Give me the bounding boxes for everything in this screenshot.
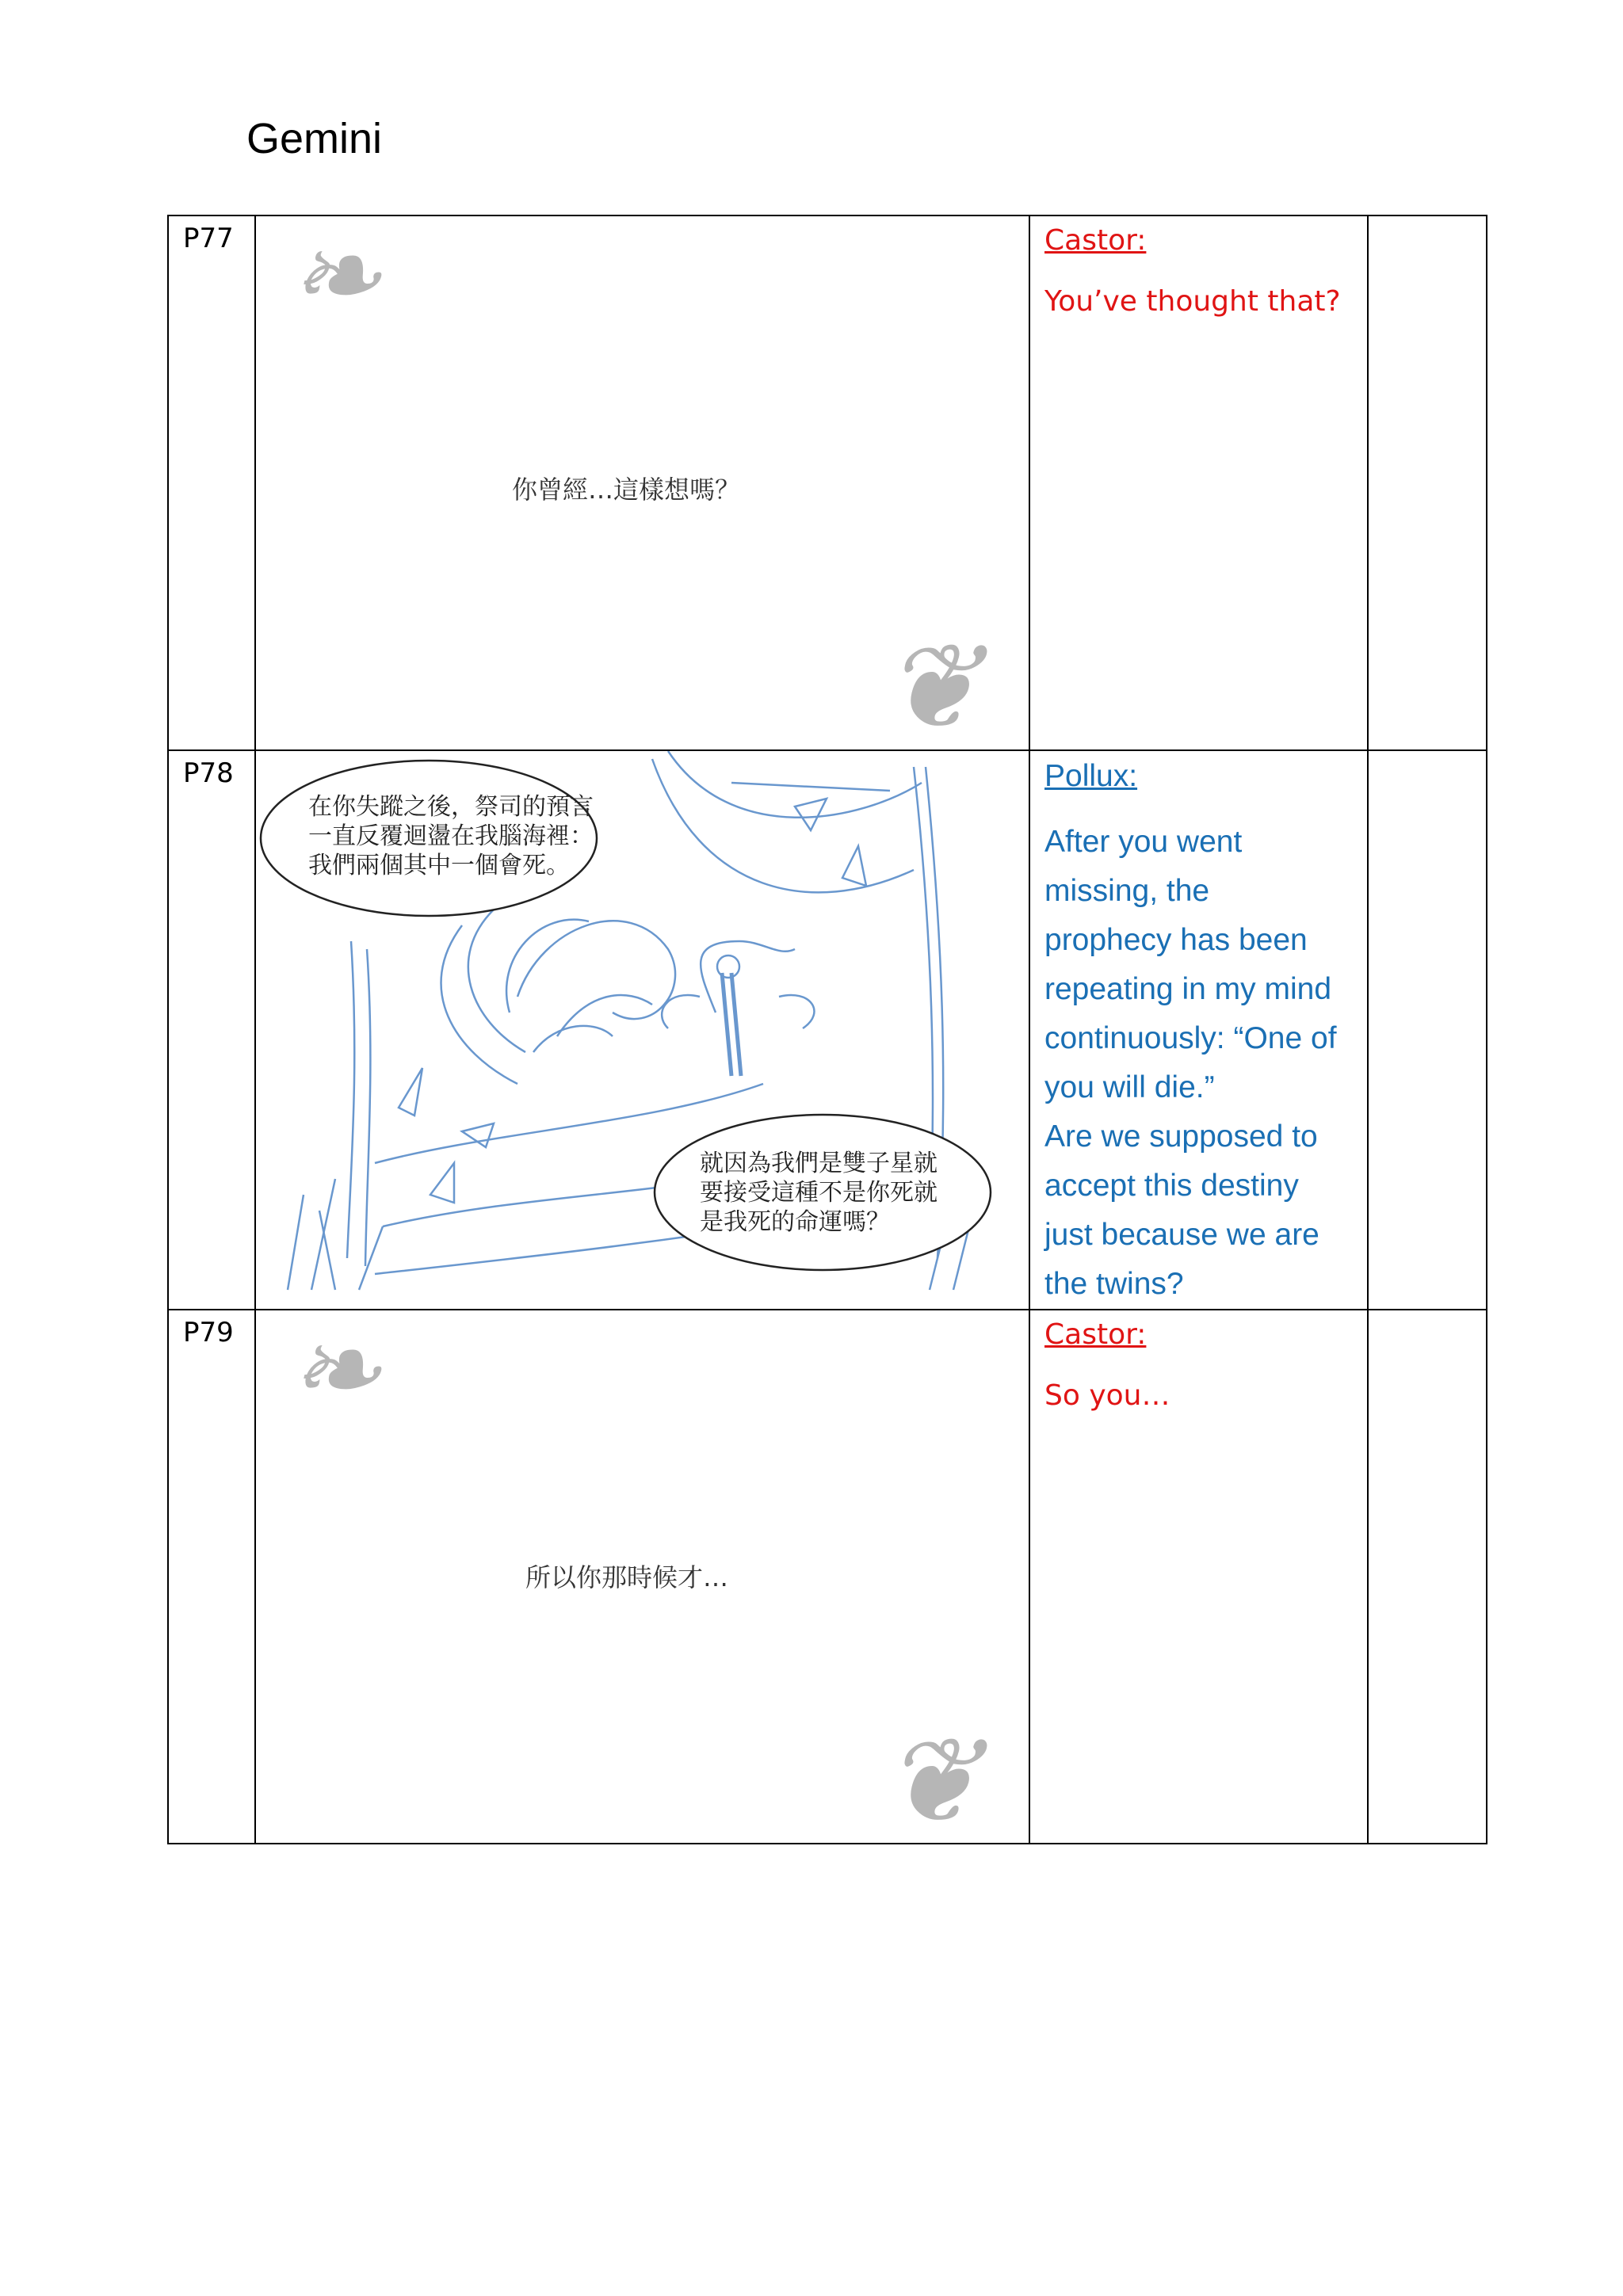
panel-dialogue: 你曾經…這樣想嗎？ bbox=[512, 475, 741, 505]
dialogue-line: After you went bbox=[1044, 825, 1243, 859]
panel-image-cell bbox=[255, 1310, 1029, 1844]
bubble-line: 一直反覆迴盪在我腦海裡： bbox=[308, 822, 594, 850]
ornament-bottom-right: ❦ bbox=[882, 619, 982, 750]
dialogue-line: just because we are bbox=[1044, 1218, 1319, 1252]
page-number-cell bbox=[168, 750, 255, 1310]
dialogue-line: accept this destiny bbox=[1044, 1169, 1299, 1203]
bubble-line: 要接受這種不是你死就 bbox=[700, 1179, 938, 1207]
page-number-cell bbox=[168, 1310, 255, 1844]
manga-panel bbox=[256, 216, 1029, 749]
notes-cell bbox=[1368, 750, 1487, 1310]
page-number-cell bbox=[168, 215, 255, 750]
table-row bbox=[168, 1310, 1487, 1844]
speaker-label: Pollux: bbox=[1044, 759, 1138, 793]
ornament-bottom-right: ❦ bbox=[882, 1713, 982, 1844]
table-row bbox=[168, 215, 1487, 750]
dialogue-cell bbox=[1029, 215, 1368, 750]
dialogue-line: repeating in my mind bbox=[1044, 972, 1332, 1006]
panel-dialogue: 所以你那時候才… bbox=[525, 1562, 729, 1592]
sketch-illustration bbox=[256, 751, 1029, 1298]
dialogue-line: missing, the bbox=[1044, 874, 1210, 908]
speaker-label: Castor: bbox=[1044, 224, 1147, 257]
ornament-top-left: ❧ bbox=[288, 215, 381, 341]
bubble-line: 是我死的命運嗎？ bbox=[700, 1208, 890, 1236]
manga-panel bbox=[256, 1310, 1029, 1843]
page-number: P77 bbox=[183, 223, 234, 254]
panel-image-cell bbox=[255, 750, 1029, 1310]
bubble-line: 就因為我們是雙子星就 bbox=[700, 1150, 938, 1177]
dialogue-line: Are we supposed to bbox=[1044, 1119, 1318, 1154]
script-table bbox=[167, 215, 1487, 1844]
dialogue-cell bbox=[1029, 1310, 1368, 1844]
bubble-line: 我們兩個其中一個會死。 bbox=[308, 852, 570, 879]
notes-cell bbox=[1368, 1310, 1487, 1844]
page-number: P79 bbox=[183, 1317, 234, 1348]
notes-cell bbox=[1368, 215, 1487, 750]
ornament-top-left: ❧ bbox=[288, 1310, 381, 1435]
dialogue-line: So you… bbox=[1044, 1379, 1170, 1412]
bubble-line: 在你失蹤之後，祭司的預言 bbox=[308, 793, 594, 821]
dialogue-line: the twins? bbox=[1044, 1267, 1184, 1301]
dialogue-line: you will die.” bbox=[1044, 1070, 1215, 1104]
dialogue-line: prophecy has been bbox=[1044, 923, 1308, 957]
dialogue-cell bbox=[1029, 750, 1368, 1310]
dialogue-line: continuously: “One of bbox=[1044, 1021, 1337, 1055]
panel-image-cell bbox=[255, 215, 1029, 750]
document-title: Gemini bbox=[246, 115, 383, 162]
speaker-label: Castor: bbox=[1044, 1318, 1147, 1351]
dialogue-block bbox=[1044, 818, 1353, 1309]
page-number: P78 bbox=[183, 757, 234, 789]
dialogue-line: You’ve thought that? bbox=[1044, 285, 1341, 318]
table-row bbox=[168, 750, 1487, 1310]
manga-panel bbox=[256, 751, 1029, 1298]
